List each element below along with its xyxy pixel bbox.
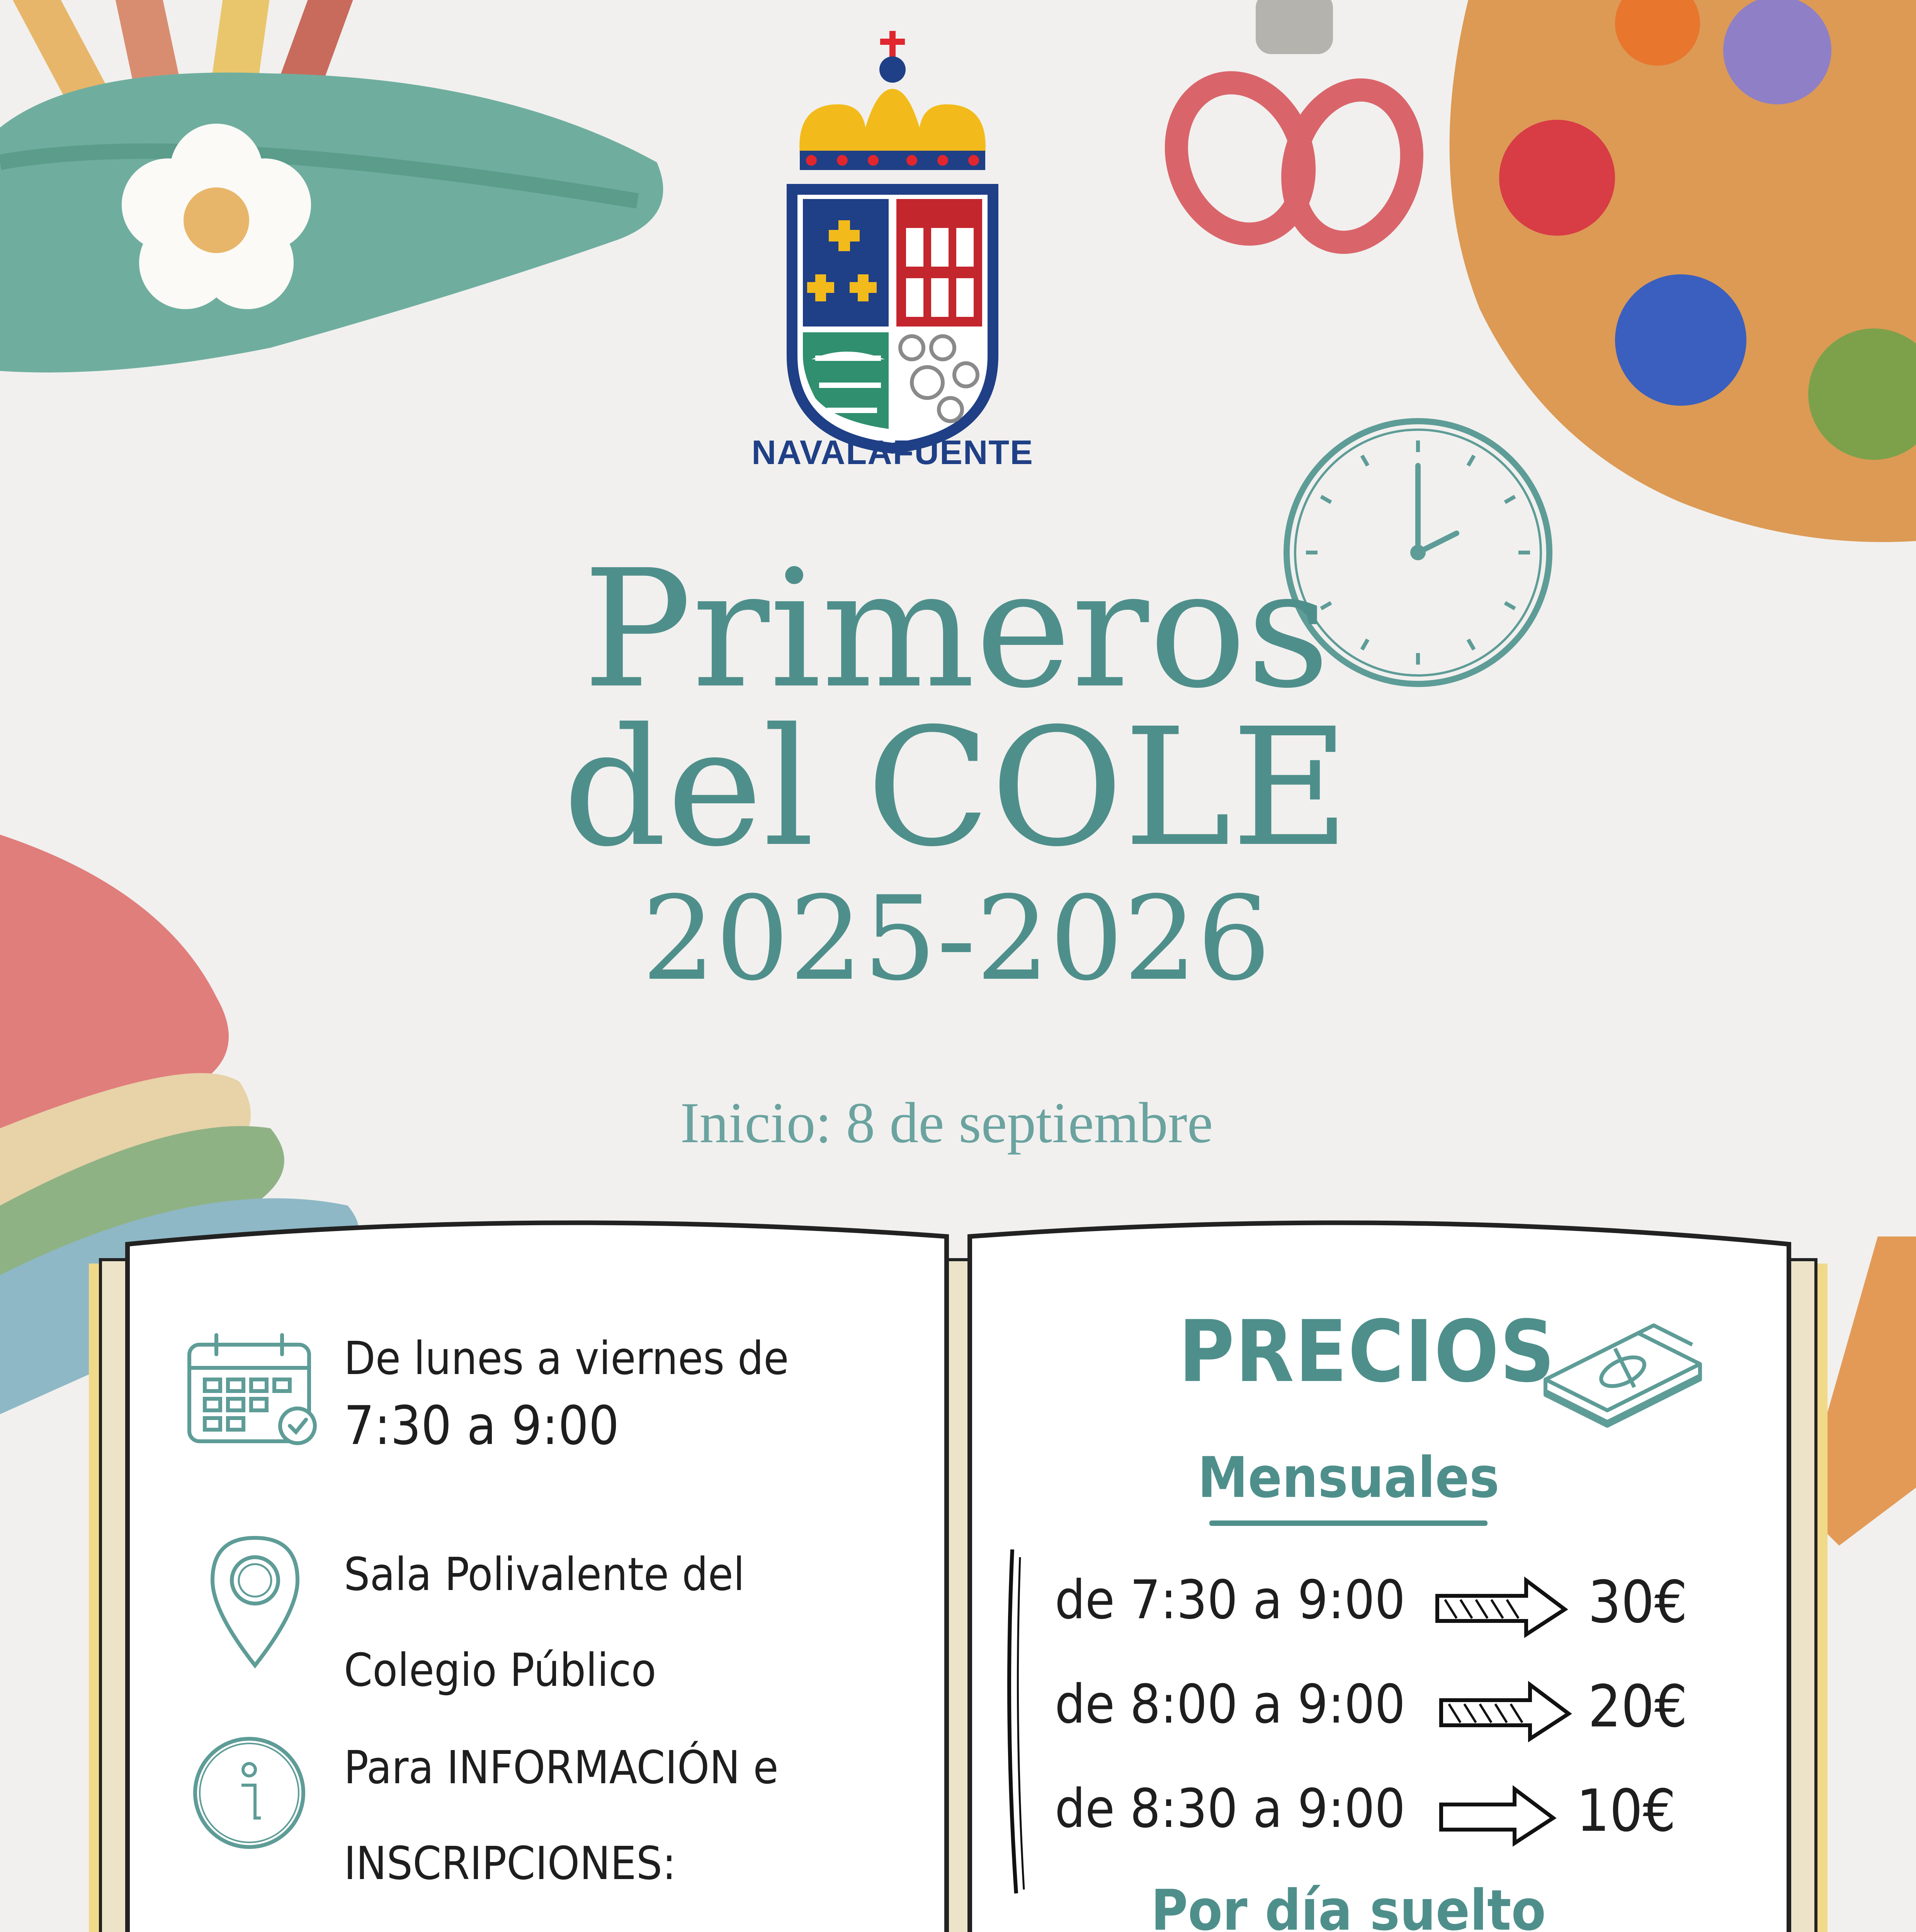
price-amount: 10€ — [1576, 1777, 1676, 1845]
contact-cloud-frame — [182, 1928, 916, 1932]
location-line-1: Sala Polivalente del — [344, 1548, 745, 1601]
location-line-2: Colegio Público — [344, 1643, 656, 1697]
price-row — [1055, 1569, 1712, 1646]
price-time: de 8:00 a 9:00 — [1055, 1673, 1406, 1735]
school-year: 2025-2026 — [641, 871, 1271, 1006]
info-heading — [344, 1719, 923, 1911]
daily-heading: Por día suelto — [1151, 1878, 1546, 1932]
price-row — [1055, 1673, 1712, 1750]
price-amount: 30€ — [1588, 1569, 1688, 1636]
info-line-1: Para INFORMACIÓN e — [344, 1741, 779, 1794]
scissors-illustration — [1159, 0, 1430, 270]
prices-heading: PRECIOS — [1178, 1302, 1556, 1401]
town-name: NAVALAFUENTE — [751, 433, 1034, 471]
info-icon — [185, 1731, 313, 1855]
money-stack-icon — [1538, 1310, 1708, 1434]
price-list-bracket — [997, 1546, 1043, 1901]
title-line-2: del COLE — [563, 694, 1350, 883]
price-amount: 20€ — [1588, 1673, 1688, 1740]
title-line-1: Primeros — [583, 535, 1330, 724]
arrow-right-icon — [1433, 1573, 1573, 1638]
price-time: de 7:30 a 9:00 — [1055, 1569, 1406, 1631]
schedule-line-1: De lunes a viernes de — [344, 1332, 789, 1385]
arrow-right-icon — [1437, 1781, 1576, 1847]
start-date: Inicio: 8 de septiembre — [680, 1091, 1213, 1155]
price-time: de 8:30 a 9:00 — [1055, 1777, 1406, 1840]
monthly-underline — [1209, 1520, 1488, 1526]
price-row — [1055, 1777, 1712, 1855]
calendar-icon — [182, 1329, 325, 1449]
schedule — [344, 1329, 904, 1464]
navalafuente-coat-of-arms-logo — [784, 27, 1001, 479]
pencil-case-illustration — [0, 0, 676, 386]
schedule-line-2: 7:30 a 9:00 — [344, 1395, 619, 1457]
location-pin-icon — [201, 1526, 309, 1673]
info-line-2: INSCRIPCIONES: — [344, 1837, 676, 1890]
monthly-heading: Mensuales — [1198, 1445, 1499, 1510]
location — [344, 1526, 904, 1718]
arrow-right-icon — [1437, 1677, 1576, 1743]
